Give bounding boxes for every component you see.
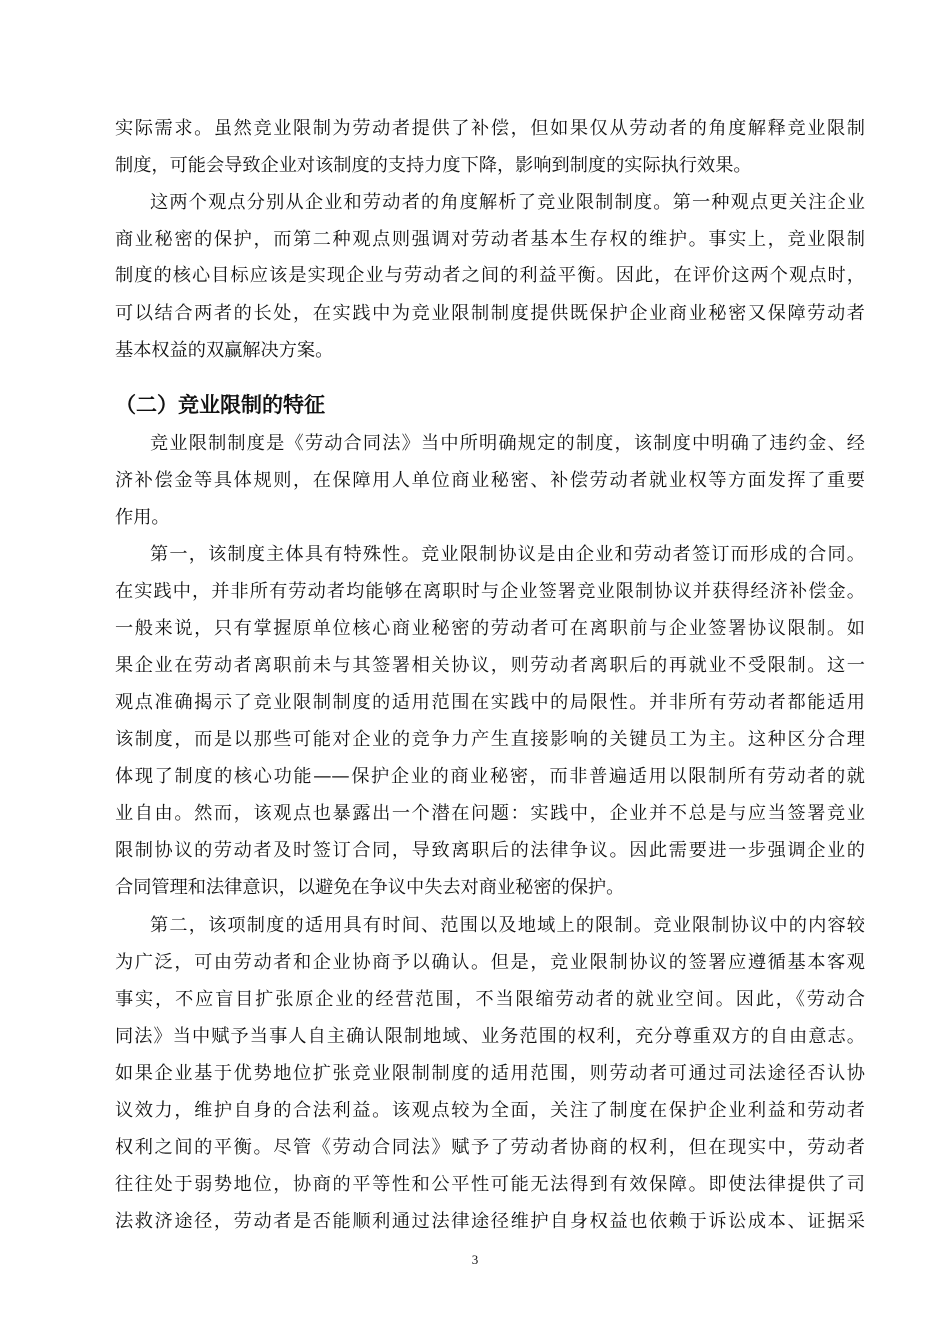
- section-heading: （二）竞业限制的特征: [115, 393, 325, 417]
- body-text-line: 基本权益的双赢解决方案。: [115, 340, 334, 361]
- body-text-line: 制度的核心目标应该是实现企业与劳动者之间的利益平衡。因此，在评价这两个观点时，: [115, 265, 865, 286]
- body-text-line: 观点准确揭示了竞业限制制度的适用范围在实践中的局限性。并非所有劳动者都能适用: [115, 692, 865, 713]
- body-text-line: 同法》当中赋予当事人自主确认限制地域、业务范围的权利，充分尊重双方的自由意志。: [115, 1026, 865, 1047]
- body-text-line: 业自由。然而，该观点也暴露出一个潜在问题：实践中，企业并不总是与应当签署竞业: [115, 803, 865, 824]
- body-text-line: 一般来说，只有掌握原单位核心商业秘密的劳动者可在离职前与企业签署协议限制。如: [115, 618, 865, 639]
- body-text-line: 该制度，而是以那些可能对企业的竞争力产生直接影响的关键员工为主。这种区分合理: [115, 729, 865, 750]
- body-text-line: 可以结合两者的长处，在实践中为竞业限制制度提供既保护企业商业秘密又保障劳动者: [115, 303, 865, 324]
- body-text-line: 体现了制度的核心功能——保护企业的商业秘密，而非普遍适用以限制所有劳动者的就: [115, 766, 865, 787]
- body-text-line: 制度，可能会导致企业对该制度的支持力度下降，影响到制度的实际执行效果。: [115, 155, 752, 176]
- body-text-line: 如果企业基于优势地位扩张竞业限制制度的适用范围，则劳动者可通过司法途径否认协: [115, 1063, 865, 1084]
- body-text-line: 法救济途径，劳动者是否能顺利通过法律途径维护自身权益也依赖于诉讼成本、证据采: [115, 1211, 865, 1232]
- paragraph-first-line: 这两个观点分别从企业和劳动者的角度解析了竞业限制制度。第一种观点更关注企业: [150, 192, 865, 213]
- body-text-line: 为广泛，可由劳动者和企业协商予以确认。但是，竞业限制协议的签署应遵循基本客观: [115, 952, 865, 973]
- paragraph-first-line: 第一，该制度主体具有特殊性。竞业限制协议是由企业和劳动者签订而形成的合同。: [150, 544, 865, 565]
- body-text-line: 在实践中，并非所有劳动者均能够在离职时与企业签署竞业限制协议并获得经济补偿金。: [115, 581, 865, 602]
- body-text-line: 实际需求。虽然竞业限制为劳动者提供了补偿，但如果仅从劳动者的角度解释竞业限制: [115, 118, 865, 139]
- body-text-line: 合同管理和法律意识，以避免在争议中失去对商业秘密的保护。: [115, 877, 625, 898]
- body-text-line: 果企业在劳动者离职前未与其签署相关协议，则劳动者离职后的再就业不受限制。这一: [115, 655, 865, 676]
- paragraph-first-line: 第二，该项制度的适用具有时间、范围以及地域上的限制。竞业限制协议中的内容较: [150, 915, 865, 936]
- page-number: 3: [471, 1252, 479, 1267]
- body-text-line: 议效力，维护自身的合法利益。该观点较为全面，关注了制度在保护企业利益和劳动者: [115, 1100, 865, 1121]
- body-text-line: 往往处于弱势地位，协商的平等性和公平性可能无法得到有效保障。即使法律提供了司: [115, 1174, 865, 1195]
- body-text-line: 济补偿金等具体规则，在保障用人单位商业秘密、补偿劳动者就业权等方面发挥了重要: [115, 470, 865, 491]
- body-text-line: 作用。: [115, 507, 170, 528]
- body-text-line: 权利之间的平衡。尽管《劳动合同法》赋予了劳动者协商的权利，但在现实中，劳动者: [115, 1137, 865, 1158]
- body-text-line: 事实，不应盲目扩张原企业的经营范围，不当限缩劳动者的就业空间。因此，《劳动合: [115, 989, 865, 1010]
- body-text-line: 限制协议的劳动者及时签订合同，导致离职后的法律争议。因此需要进一步强调企业的: [115, 840, 865, 861]
- body-text-line: 商业秘密的保护，而第二种观点则强调对劳动者基本生存权的维护。事实上，竞业限制: [115, 229, 865, 250]
- paragraph-first-line: 竞业限制制度是《劳动合同法》当中所明确规定的制度，该制度中明确了违约金、经: [150, 433, 865, 454]
